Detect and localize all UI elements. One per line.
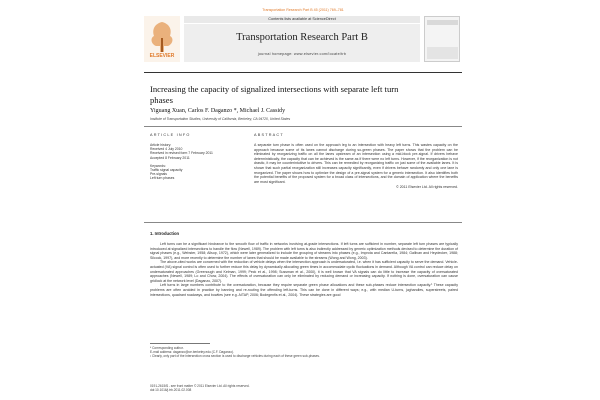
keyword: Pre-signals — [150, 172, 167, 177]
header-divider — [144, 72, 462, 73]
history-item: Accepted 8 February 2011 — [150, 155, 190, 160]
abstract-text: A separate turn phase is often used on the approach leg to an intersection with heavy left turns. This wastes capacity on the approach because some of its lanes cannot discharge during so-green phases. The paper shows that the problem can be eliminated by reorganizing traffic on all the lanes upstream of an intersection using a mid-block pre-signal. If drivers behave deterministically, the capacity that can be achieved is the same as if there were no left turns. However, if the reorganization is not drastic, it may be counterintuitive to drivers. This can be remedied by reorganizing traffic on just some of the available lanes. It is shown that such partial reorganization still increases capacity significantly, even if drivers behave randomly and only one lane is reorganized. The paper shows how to optimize the design of a pre-signal system for a generic intersection. It also identifies both the potential benefits of the proposed system for a broad class of intersections, and the domain of application where the benefits are most significant. — [254, 143, 458, 184]
journal-header — [144, 16, 462, 66]
article-info — [150, 143, 240, 181]
journal-reference: Transportation Research Part B 45 (2011) 769–781 — [262, 8, 344, 12]
article-info-heading: ARTICLE INFO — [150, 133, 191, 137]
paper-page — [140, 6, 466, 394]
copyright-notice: © 2011 Elsevier Ltd. All rights reserved. — [396, 185, 458, 190]
contents-text: Contents lists available at ScienceDirect — [268, 17, 336, 21]
doi-block — [150, 384, 450, 392]
paragraph: The above-cited works are concerned with the reduction of vehicle delays when the intersection approach is undersaturated, i.e. when it has sufficient capacity to serve the demand. Vehicle-actuated (VA) signal control is often used to further reduce this delay by dynamically allocating green times in accommodate cyclic fluctuations in demand. Although VA control can reduce delay on undersaturated approaches (Greenough and Kelman, 1999; Peck et al., 1998; Sussman et al., 2000), it is well known that VA signals can do little to increase the capacity of oversaturated approaches (Newell, 1989; Lo and Chow, 2004). The effects of oversaturation can only be eliminated by reducing demand or increasing capacity. If nothing is done, oversaturation can cause gridlock at the network level (Daganzo, 2007). — [150, 260, 458, 283]
abstract — [254, 143, 458, 190]
author-affiliation: Institute of Transportation Studies, University of California, Berkeley, CA 94720, United States — [150, 117, 291, 121]
journal-panel — [184, 24, 420, 62]
cover-band — [427, 47, 458, 59]
introduction-heading: 1. Introduction — [150, 231, 180, 236]
footnote-email: E-mail address: daganzo@ce.berkeley.edu (C.F. Daganzo). — [150, 350, 234, 355]
cover-band — [427, 20, 458, 25]
keywords-label: Keywords: — [150, 163, 166, 168]
article-authors: Yiguang Xuan, Carlos F. Daganzo *, Michael J. Cassidy — [150, 108, 286, 114]
paragraph: Left turns can be a significant hindrance to the smooth flow of traffic in networks involving at-grade intersections. If left turns are sufficient in number, separate left turn phases are typically introduced at signalized intersections to handle the flow (Newell, 1989). The problem with left turns is also indirectly addressed by generic optimization methods devised to determine the duration of signal phases (e.g., Webster, 1958; Allsop, 1972), which were later generalized to include the grouping of streams into phases (e.g., Improta and Cantarella, 1984; Gallivan and Heydecker, 1988; Silcock, 1997), and more recently to determine the number of lanes that should be made available to the streams (Wong and Wong, 2003). — [150, 242, 458, 260]
abstract-heading: ABSTRACT — [254, 133, 284, 137]
doi-line[interactable]: doi:10.1016/j.trb.2011.02.008 — [150, 388, 192, 393]
footnotes — [150, 346, 450, 359]
paragraph: Left turns in large numbers contribute to the oversaturation, because they require separate green phase allocations and these sub-phases reduce intersection capacity.¹ These capacity problems are often avoided in practice by banning and re-routing the offending left-turns. This can be done in different ways; e.g., with median U-turns, jughandles, superstreets, paired intersections, quadrant roadways, and bowties (see e.g. AITAP, 2006; Bodegenfis et al., 2004). These strategies are good — [150, 283, 458, 297]
footnote-corresponding: * Corresponding author. — [150, 346, 184, 350]
publisher-name: ELSEVIER — [149, 53, 175, 59]
section-divider — [144, 126, 462, 127]
journal-cover-thumbnail — [424, 16, 460, 62]
history-item: Received in revised form 7 February 2011 — [150, 151, 213, 156]
footnote-divider — [150, 343, 210, 344]
introduction-body — [150, 242, 458, 297]
keyword: Traffic signal capacity — [150, 168, 183, 173]
keyword: Left turn phases — [150, 176, 175, 181]
contents-line — [184, 16, 420, 23]
history-label: Article history: — [150, 143, 172, 147]
journal-homepage[interactable]: journal homepage: www.elsevier.com/locate/trb — [257, 52, 347, 56]
journal-title: Transportation Research Part B — [236, 32, 368, 43]
issn-line: 0191-2615/$ - see front matter © 2011 Elsevier Ltd. All rights reserved. — [150, 384, 250, 388]
article-title: Increasing the capacity of signalized intersections with separate left turn phases — [150, 84, 399, 105]
history-item: Received 4 July 2010 — [150, 147, 183, 152]
footnote-1: ¹ Clearly, only part of the intersection cross section is used to discharge vehicles during each of these green sub-phases. — [150, 354, 320, 359]
section-divider — [144, 222, 462, 223]
